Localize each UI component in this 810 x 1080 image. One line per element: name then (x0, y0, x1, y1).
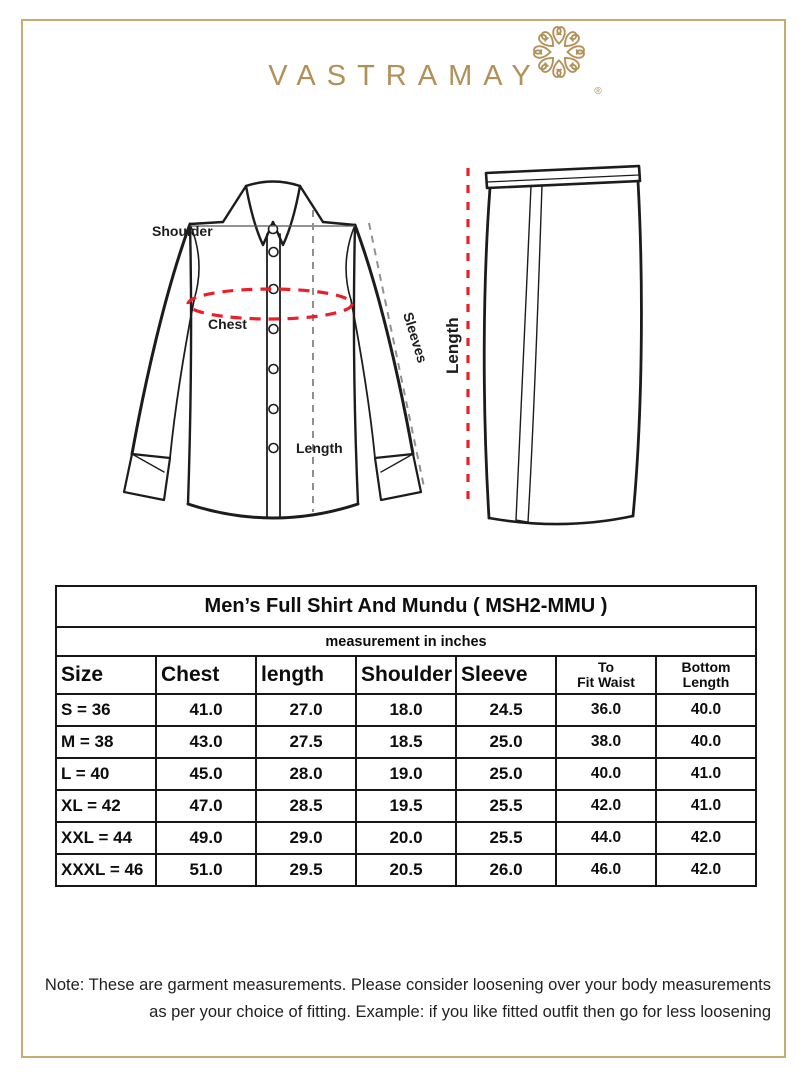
chest-value: 43.0 (156, 726, 256, 758)
length-value: 28.0 (256, 758, 356, 790)
shoulder-value: 20.5 (356, 854, 456, 886)
shoulder-value: 18.5 (356, 726, 456, 758)
shoulder-label: Shoulder (152, 223, 213, 239)
col-header-length: length (256, 656, 356, 694)
rosette-ornament-icon (530, 24, 588, 80)
col-header-line: Length (682, 674, 730, 690)
size-cell: L = 40 (56, 758, 156, 790)
mundu-length-label: Length (443, 317, 462, 374)
chest-value: 41.0 (156, 694, 256, 726)
to-fit-waist-value: 40.0 (556, 758, 656, 790)
to-fit-waist-value: 44.0 (556, 822, 656, 854)
bottom-length-value: 42.0 (656, 854, 756, 886)
registered-trademark-symbol: ® (594, 86, 602, 97)
measurement-note (40, 972, 771, 1026)
shoulder-value: 19.0 (356, 758, 456, 790)
table-row-xxxl (56, 854, 756, 886)
sleeve-value: 25.0 (456, 726, 556, 758)
table-row-s (56, 694, 756, 726)
brand-header (0, 60, 810, 97)
chest-measure-ellipse (188, 289, 352, 319)
shoulder-value: 19.5 (356, 790, 456, 822)
bottom-length-value: 40.0 (656, 726, 756, 758)
col-header-chest: Chest (156, 656, 256, 694)
bottom-length-value: 40.0 (656, 694, 756, 726)
sleeve-value: 26.0 (456, 854, 556, 886)
col-header-size: Size (56, 656, 156, 694)
table-title-row (56, 586, 756, 627)
col-header-shoulder: Shoulder (356, 656, 456, 694)
table-row-m (56, 726, 756, 758)
size-cell: S = 36 (56, 694, 156, 726)
to-fit-waist-value: 46.0 (556, 854, 656, 886)
bottom-length-value: 41.0 (656, 790, 756, 822)
table-row-xl (56, 790, 756, 822)
size-cell: XXXL = 46 (56, 854, 156, 886)
bottom-length-value: 41.0 (656, 758, 756, 790)
note-line-1: Note: These are garment measurements. Please consider loosening over your body measurements (44, 976, 771, 994)
sleeve-value: 25.0 (456, 758, 556, 790)
table-subtitle-row (56, 627, 756, 656)
size-chart-table (55, 585, 757, 887)
chest-value: 47.0 (156, 790, 256, 822)
to-fit-waist-value: 42.0 (556, 790, 656, 822)
size-cell: XXL = 44 (56, 822, 156, 854)
to-fit-waist-value: 38.0 (556, 726, 656, 758)
chest-value: 51.0 (156, 854, 256, 886)
mundu-measurement-diagram (438, 152, 668, 552)
sleeve-value: 25.5 (456, 790, 556, 822)
col-header-to-fit-waist (556, 656, 656, 694)
col-header-bottom-length (656, 656, 756, 694)
bottom-length-value: 42.0 (656, 822, 756, 854)
shoulder-value: 20.0 (356, 822, 456, 854)
note-line-2: as per your choice of fitting. Example: if you like fitted outfit then go for less loosening (149, 1003, 771, 1021)
table-header-row (56, 656, 756, 694)
table-subtitle: measurement in inches (56, 627, 756, 656)
col-header-line: Bottom (681, 659, 731, 675)
table-row-xxl (56, 822, 756, 854)
shoulder-value: 18.0 (356, 694, 456, 726)
shirt-length-label: Length (296, 440, 343, 456)
sleeve-value: 24.5 (456, 694, 556, 726)
brand-name: VASTRAMAY (268, 60, 542, 92)
sleeve-value: 25.5 (456, 822, 556, 854)
col-header-sleeve: Sleeve (456, 656, 556, 694)
length-value: 28.5 (256, 790, 356, 822)
col-header-line: Fit Waist (577, 674, 635, 690)
shirt-measurement-diagram (120, 152, 450, 552)
table-title: Men’s Full Shirt And Mundu ( MSH2-MMU ) (56, 586, 756, 627)
chest-value: 45.0 (156, 758, 256, 790)
length-value: 27.0 (256, 694, 356, 726)
size-cell: M = 38 (56, 726, 156, 758)
chest-value: 49.0 (156, 822, 256, 854)
col-header-line: To (597, 659, 615, 675)
size-cell: XL = 42 (56, 790, 156, 822)
sleeves-label: Sleeves (400, 310, 431, 365)
length-value: 27.5 (256, 726, 356, 758)
length-value: 29.5 (256, 854, 356, 886)
chest-label: Chest (208, 316, 247, 332)
table-row-l (56, 758, 756, 790)
to-fit-waist-value: 36.0 (556, 694, 656, 726)
shirt-buttons (269, 225, 279, 453)
length-value: 29.0 (256, 822, 356, 854)
